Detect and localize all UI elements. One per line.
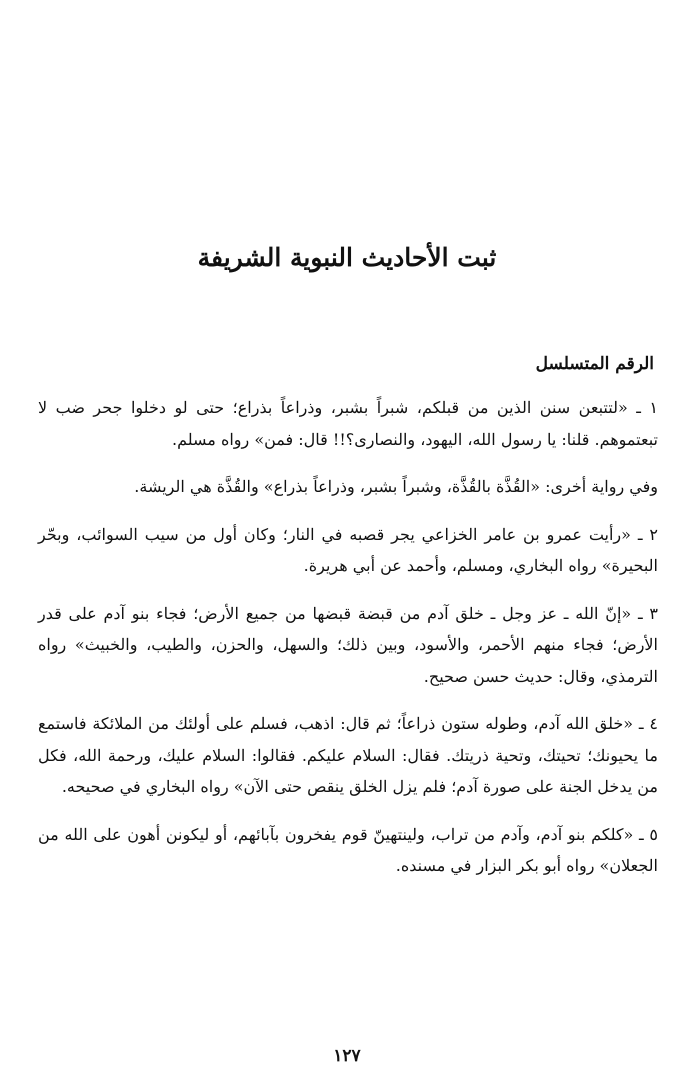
hadith-paragraph-1: ١ ـ «لتتبعن سنن الذين من قبلكم، شبراً بشبر، وذراعاً بذراع؛ حتى لو دخلوا جحر ضب لا تبعتموهم. قلنا: يا رسول الله، اليهود، والنصارى؟!! قال: فمن» رواه مسلم. <box>38 398 658 449</box>
hadith-paragraph-4: ٤ ـ «خلق الله آدم، وطوله ستون ذراعاً؛ ثم قال: اذهب، فسلم على أولئك من الملائكة فاستمع ما يحيونك؛ تحيتك، وتحية ذريتك. فقال: السلام عليكم. فقالوا: السلام عليك، ورحمة الله، فكل من يدخل الجنة على صورة آدم؛ فلم يزل الخلق ينقص حتى الآن» رواه البخاري في صحيحه. <box>38 714 658 796</box>
hadith-list <box>38 392 658 898</box>
hadith-paragraph-1-variant: وفي رواية أخرى: «القُذَّة بالقُذَّة، وشبراً بشبر، وذراعاً بذراع» والقُذَّة هي الريشة. <box>134 477 658 496</box>
hadith-paragraph-3: ٣ ـ «إنّ الله ـ عز وجل ـ خلق آدم من قبضة قبضها من جميع الأرض؛ فجاء بنو آدم على قدر الأرض؛ فجاء منهم الأحمر، والأسود، وبين ذلك؛ والسهل، والحزن، والطيب، والخبيث» رواه الترمذي، وقال: حديث حسن صحيح. <box>38 603 658 686</box>
page-number: ١٢٧ <box>333 1046 361 1066</box>
section-subheading: الرقم المتسلسل <box>535 354 654 374</box>
page-title: ثبت الأحاديث النبوية الشريفة <box>197 243 497 272</box>
hadith-paragraph-2: ٢ ـ «رأيت عمرو بن عامر الخزاعي يجر قصبه في النار؛ وكان أول من سيب السوائب، وبحّر البحيرة» رواه البخاري، ومسلم، وأحمد عن أبي هريرة. <box>38 524 658 575</box>
hadith-paragraph-5: ٥ ـ «كلكم بنو آدم، وآدم من تراب، ولينتهينّ قوم يفخرون بآبائهم، أو ليكونن أهون على الله من الجعلان» رواه أبو بكر البزار في مسنده. <box>38 824 659 875</box>
